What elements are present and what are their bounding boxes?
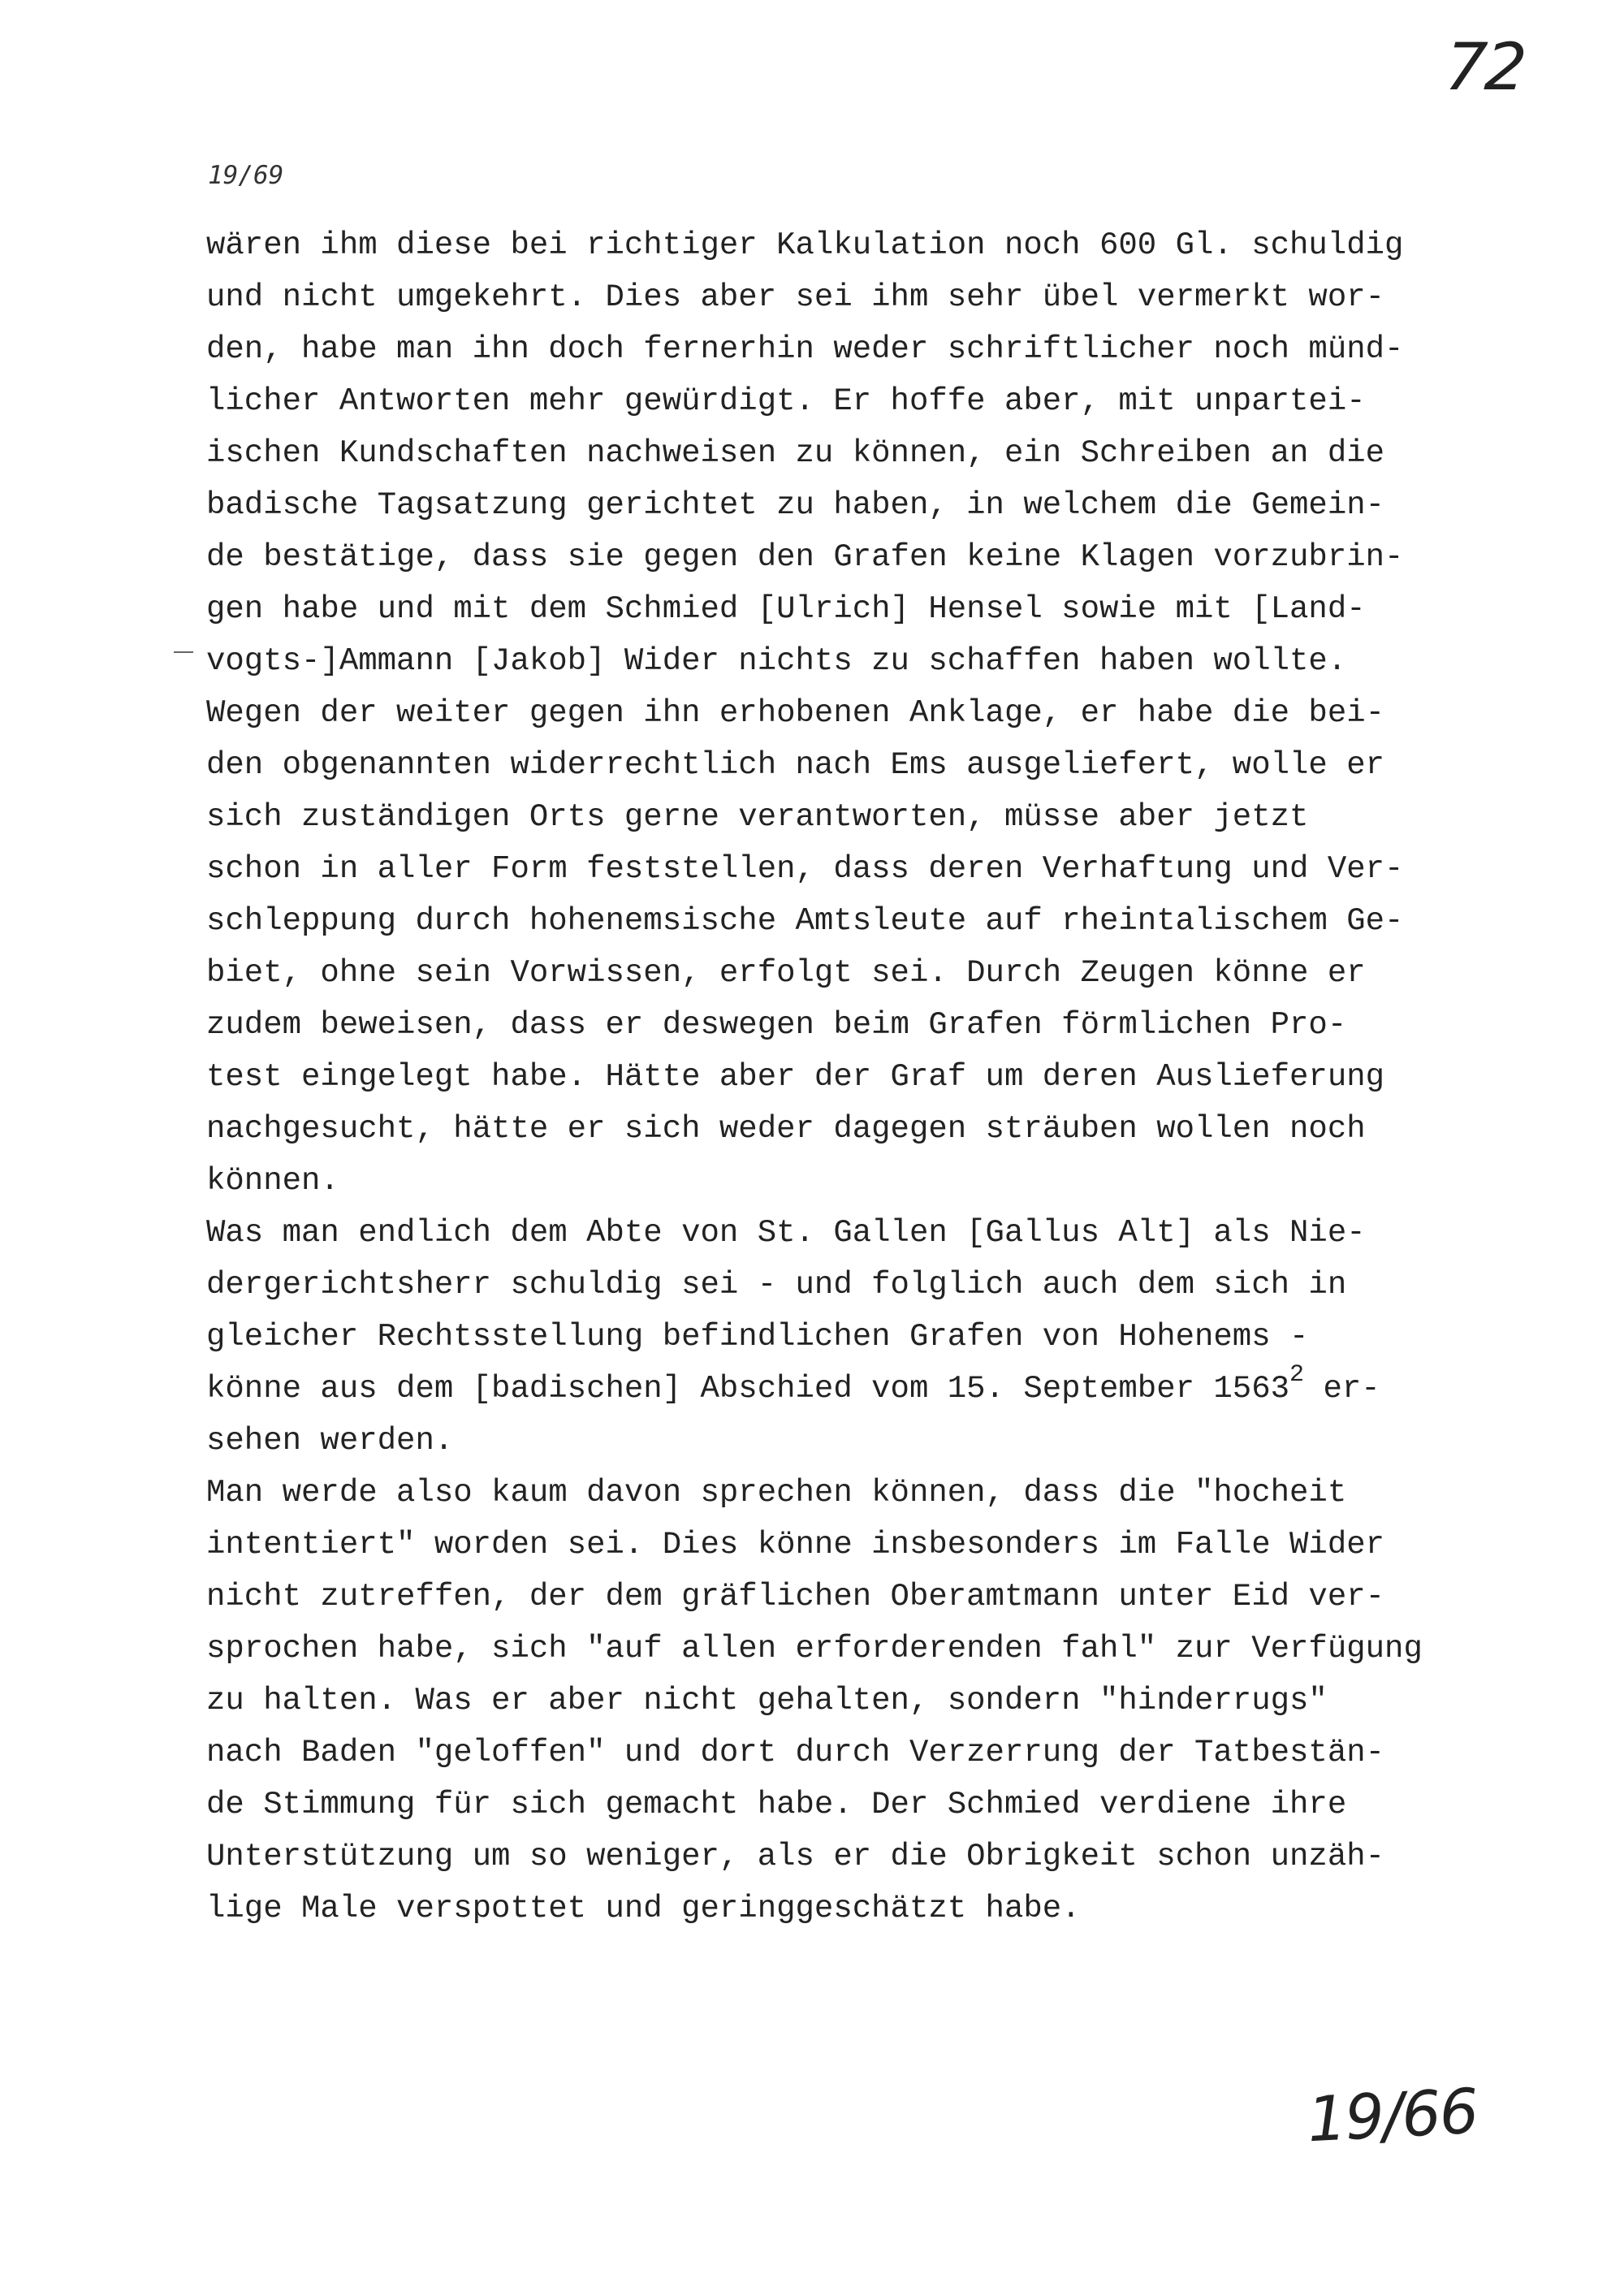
text-line: lige Male verspottet und geringgeschätzt habe. bbox=[206, 1891, 1081, 1926]
text-line: Man werde also kaum davon sprechen können, dass die "hocheit bbox=[206, 1475, 1347, 1511]
handwritten-footer-number: 19/66 bbox=[1305, 2074, 1479, 2156]
text-line-tail: er- bbox=[1304, 1371, 1380, 1407]
body-text bbox=[206, 219, 1522, 1935]
text-line: schleppung durch hohenemsische Amtsleute auf rheintalischem Ge- bbox=[206, 903, 1404, 939]
text-line-with-footnote bbox=[206, 1363, 1522, 1415]
text-line: intentiert" worden sei. Dies könne insbesonders im Falle Wider bbox=[206, 1527, 1385, 1563]
text-line: nachgesucht, hätte er sich weder dagegen sträuben wollen noch bbox=[206, 1111, 1366, 1147]
text-line: biet, ohne sein Vorwissen, erfolgt sei. Durch Zeugen könne er bbox=[206, 955, 1366, 991]
text-line: vogts-]Ammann [Jakob] Wider nichts zu schaffen haben wollte. bbox=[206, 643, 1347, 679]
handwritten-page-number: 72 bbox=[1442, 29, 1528, 105]
text-line-main: könne aus dem [badischen] Abschied vom 15. September 1563 bbox=[206, 1371, 1290, 1407]
text-line: sprochen habe, sich "auf allen erforderenden fahl" zur Verfügung bbox=[206, 1631, 1423, 1667]
text-line: nach Baden "geloffen" und dort durch Verzerrung der Tatbestän- bbox=[206, 1735, 1385, 1770]
text-line: Wegen der weiter gegen ihn erhobenen Anklage, er habe die bei- bbox=[206, 695, 1385, 731]
text-line: den obgenannten widerrechtlich nach Ems ausgeliefert, wolle er bbox=[206, 747, 1385, 783]
text-line: de Stimmung für sich gemacht habe. Der Schmied verdiene ihre bbox=[206, 1787, 1347, 1822]
text-line: dergerichtsherr schuldig sei - und folglich auch dem sich in bbox=[206, 1267, 1347, 1303]
text-line: licher Antworten mehr gewürdigt. Er hoffe aber, mit unpartei- bbox=[206, 383, 1366, 419]
text-line: Was man endlich dem Abte von St. Gallen [Gallus Alt] als Nie- bbox=[206, 1215, 1366, 1251]
text-line: gleicher Rechtsstellung befindlichen Grafen von Hohenems - bbox=[206, 1319, 1309, 1355]
text-line: zudem beweisen, dass er deswegen beim Grafen förmlichen Pro- bbox=[206, 1007, 1347, 1043]
text-line: gen habe und mit dem Schmied [Ulrich] Hensel sowie mit [Land- bbox=[206, 591, 1366, 627]
text-line: wären ihm diese bei richtiger Kalkulation noch 600 Gl. schuldig bbox=[206, 227, 1404, 263]
text-line: badische Tagsatzung gerichtet zu haben, in welchem die Gemein- bbox=[206, 487, 1385, 523]
text-line: nicht zutreffen, der dem gräflichen Oberamtmann unter Eid ver- bbox=[206, 1579, 1385, 1615]
margin-mark bbox=[174, 651, 193, 653]
footnote-marker: 2 bbox=[1289, 1361, 1305, 1389]
text-line: können. bbox=[206, 1163, 339, 1199]
text-line: schon in aller Form feststellen, dass deren Verhaftung und Ver- bbox=[206, 851, 1404, 887]
page-reference: 19/69 bbox=[208, 161, 284, 190]
text-line: und nicht umgekehrt. Dies aber sei ihm sehr übel vermerkt wor- bbox=[206, 279, 1385, 315]
text-line: Unterstützung um so weniger, als er die Obrigkeit schon unzäh- bbox=[206, 1839, 1385, 1874]
text-line: zu halten. Was er aber nicht gehalten, sondern "hinderrugs" bbox=[206, 1683, 1328, 1718]
text-line: sehen werden. bbox=[206, 1423, 454, 1459]
text-line: test eingelegt habe. Hätte aber der Graf um deren Auslieferung bbox=[206, 1059, 1385, 1095]
text-line: ischen Kundschaften nachweisen zu können, ein Schreiben an die bbox=[206, 435, 1385, 471]
text-line: de bestätige, dass sie gegen den Grafen keine Klagen vorzubrin- bbox=[206, 539, 1404, 575]
text-line: den, habe man ihn doch fernerhin weder schriftlicher noch münd- bbox=[206, 331, 1404, 367]
text-line: sich zuständigen Orts gerne verantworten, müsse aber jetzt bbox=[206, 799, 1309, 835]
